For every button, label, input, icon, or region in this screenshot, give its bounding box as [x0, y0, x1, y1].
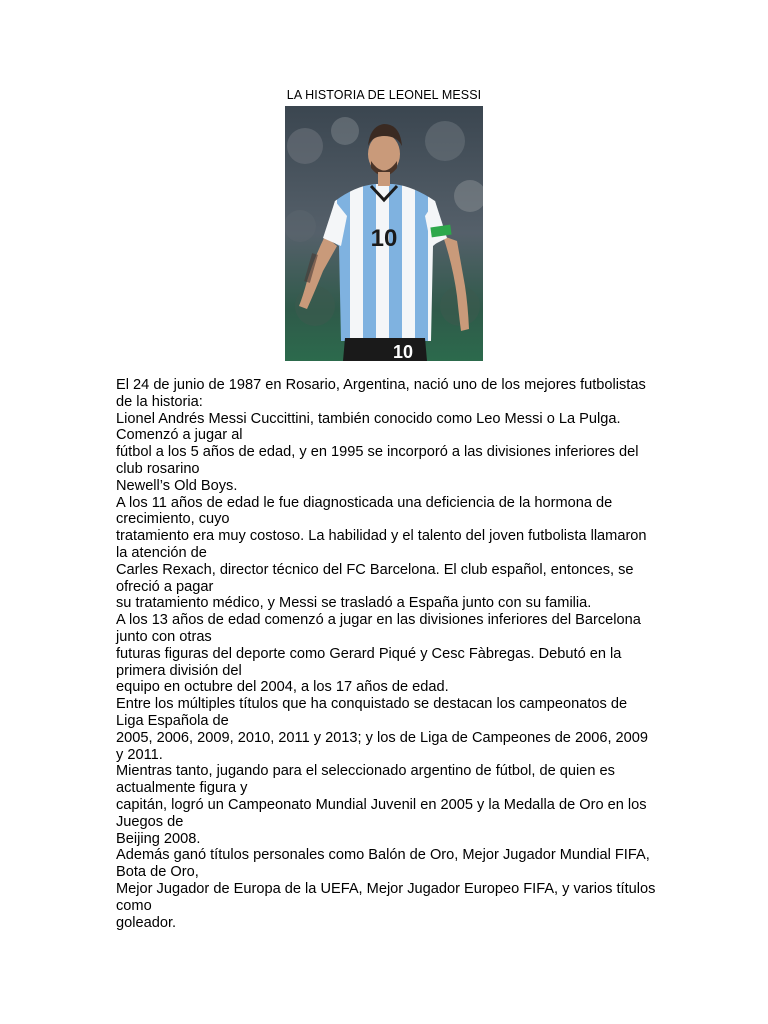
body-line: su tratamiento médico, y Messi se trasladó a España junto con su familia. [116, 595, 592, 612]
body-line: equipo en octubre del 2004, a los 17 años de edad. [116, 679, 449, 696]
body-line: Mientras tanto, jugando para el seleccionado argentino de fútbol, de quien es actualmente figura y [116, 763, 615, 797]
document-body [116, 377, 656, 931]
jersey-number: 10 [370, 225, 398, 252]
body-line: fútbol a los 5 años de edad, y en 1995 se incorporó a las divisiones inferiores del club rosarino [116, 444, 639, 477]
player-photo [285, 106, 483, 361]
body-line: tratamiento era muy costoso. La habilidad y el talento del joven futbolista llamaron la atención de [116, 528, 647, 561]
body-line: Lionel Andrés Messi Cuccittini, también conocido como Leo Messi o La Pulga. Comenzó a jugar al [116, 410, 621, 444]
body-line: Entre los múltiples títulos que ha conquistado se destacan los campeonatos de Liga Española de [116, 696, 628, 729]
body-line: capitán, logró un Campeonato Mundial Juvenil en 2005 y la Medalla de Oro en los Juegos de [116, 796, 647, 830]
body-line: El 24 de junio de 1987 en Rosario, Argentina, nació uno de los mejores futbolistas de la historia: [116, 377, 646, 410]
body-line: 2005, 2006, 2009, 2010, 2011 y 2013; y los de Liga de Campeones de 2006, 2009 y 2011. [116, 729, 649, 763]
shorts-number: 10 [392, 342, 414, 361]
body-line: Beijing 2008. [116, 830, 201, 847]
body-line: Mejor Jugador de Europa de la UEFA, Mejor Jugador Europeo FIFA, y varios títulos como [116, 880, 656, 914]
body-line: goleador. [116, 914, 177, 931]
document-title: LA HISTORIA DE LEONEL MESSI [286, 88, 482, 102]
body-line: A los 13 años de edad comenzó a jugar en las divisiones inferiores del Barcelona junto con otras [116, 612, 641, 645]
body-line: Newell’s Old Boys. [116, 477, 238, 494]
body-line: Además ganó títulos personales como Balón de Oro, Mejor Jugador Mundial FIFA, Bota de Oro, [116, 847, 650, 881]
body-line: futuras figuras del deporte como Gerard Piqué y Cesc Fàbregas. Debutó en la primera división del [116, 645, 622, 679]
body-line: Carles Rexach, director técnico del FC Barcelona. El club español, entonces, se ofreció a pagar [116, 561, 634, 595]
body-line: A los 11 años de edad le fue diagnosticada una deficiencia de la hormona de crecimiento, cuyo [116, 494, 613, 528]
